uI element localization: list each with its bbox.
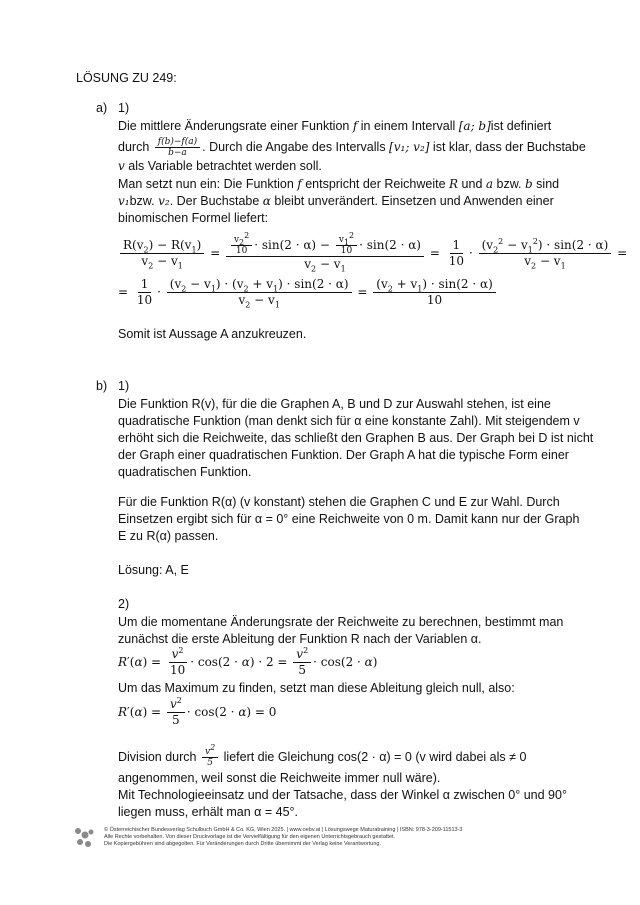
equation-simplified: = $\frac{1}{10}$ · $\frac{(v_2 - v_1) \cdot (v_2 + v_1) \cdot \sin(2 \cdot \alpha)}{v_2 - v_1}$ = $\frac{(v_2 + v_1) \cdot \sin(2 \cdot \alpha)}{10}$ [118,272,498,312]
part-b-line-8: E zu R(α) passen. [118,529,219,543]
part-b-line-13: angenommen, weil sonst die Reichweite immer null wäre). [118,771,441,785]
part-b-line-11: Um das Maximum zu finden, setzt man diese Ableitung gleich null, also: [118,681,515,695]
publisher-logo-icon [72,826,96,850]
part-a-line-6: binomischen Formel liefert: [118,211,269,225]
footer-copyright: © Österreichischer Bundesverlag Schulbuch GmbH & Co. KG, Wien 2025. | www.oebv.at | Lösungswege Maturatraining | ISBN: 978-3-209-11513-3 [104,827,463,833]
part-a-line-3: v als Variable betrachtet werden soll. [118,159,322,173]
part-b-line-4: der Graph einer quadratischen Funktion. Der Graph A hat die typische Form einer [118,448,569,462]
part-b-line-1: Die Funktion R(v), für die die Graphen A, B und D zur Auswahl stehen, ist eine [118,397,551,411]
part-b-sub1-label: 1) [118,379,130,393]
part-b-line-7: Einsetzen ergibt sich für α = 0° eine Reichweite von 0 m. Damit kann nur der Graph [118,512,580,526]
equation-derivative-zero: R′(α) = $\frac{v^2}{5}$ · cos(2 · α) = 0 [118,696,277,727]
equation-derivative: R′(α) = $\frac{v^2}{10}$ · cos(2 · α) · 2 = $\frac{v^2}{5}$ · cos(2 · α) [118,646,378,677]
part-a-line-4: Man setzt nun ein: Die Funktion f entspricht der Reichweite R und a bzw. b sind [118,177,560,191]
part-a-sub-label: 1) [118,101,130,115]
part-b-line-9: Um die momentane Änderungsrate der Reichweite zu berechnen, bestimmt man [118,615,564,629]
part-a-line-1: Die mittlere Änderungsrate einer Funktion f in einem Intervall [a; b]ist definiert [118,119,552,133]
part-b-line-2: quadratische Funktion (man denkt sich für α eine konstante Zahl). Mit steigendem v [118,414,580,428]
part-a-line-2: durch $\frac{f(b)-f(a)}{b-a}$ . Durch die Angabe des Intervalls [v₁; v₂] ist klar, dass der Buchstabe [118,137,586,159]
part-b-line-3: erhöht sich die Reichweite, das schließt den Graphen B aus. Der Graph bei D ist nicht [118,431,594,445]
part-b-line-6: Für die Funktion R(α) (v konstant) stehen die Graphen C und E zur Wahl. Durch [118,495,560,509]
part-b-line-12: Division durch $\frac{v^2}{5}$ liefert die Gleichung cos(2 · α) = 0 (v wird dabei als ≠ 0 [118,743,527,769]
part-b-sub2-label: 2) [118,597,130,611]
part-b-line-15: liegen muss, erhält man α = 45°. [118,805,299,819]
part-b-label: b) [96,379,108,393]
part-a-conclusion: Somit ist Aussage A anzukreuzen. [118,327,307,341]
page-title: LÖSUNG ZU 249: [76,71,177,85]
equation-difference-quotient: $\frac{R(v_2) - R(v_1)}{v_2 - v_1}$ = $\frac{v_2^2}{10}$ · sin(2 · α) − $\frac{v_1^2}{10}$ · sin(2 · α) $v_2 - v_1$ = $\frac{1}{10}$ · $\frac{(v_2^2 - v_1^2) \cdot \sin(2 \cdot \alpha)}{v_2 - v_1}$ = [118,232,627,274]
part-b-line-10: zunächst die erste Ableitung der Funktion R nach der Variablen α. [118,632,482,646]
part-a-label: a) [96,101,108,115]
part-b-line-5: quadratischen Funktion. [118,465,252,479]
footer-rights: Alle Rechte vorbehalten. Von dieser Druckvorlage ist die Vervielfältigung für den eigenen Unterrichtsgebrauch gestattet. [104,834,396,840]
part-b-line-14: Mit Technologieeinsatz und der Tatsache, dass der Winkel α zwischen 0° und 90° [118,788,567,802]
part-a-line-5: v₁bzw. v₂. Der Buchstabe α bleibt unverändert. Einsetzen und Anwenden einer [118,194,554,208]
part-b-solution: Lösung: A, E [118,563,189,577]
footer-fees: Die Kopiergebühren sind abgegolten. Für Veränderungen durch Dritte übernimmt der Verlag keine Verantwortung. [104,841,382,847]
